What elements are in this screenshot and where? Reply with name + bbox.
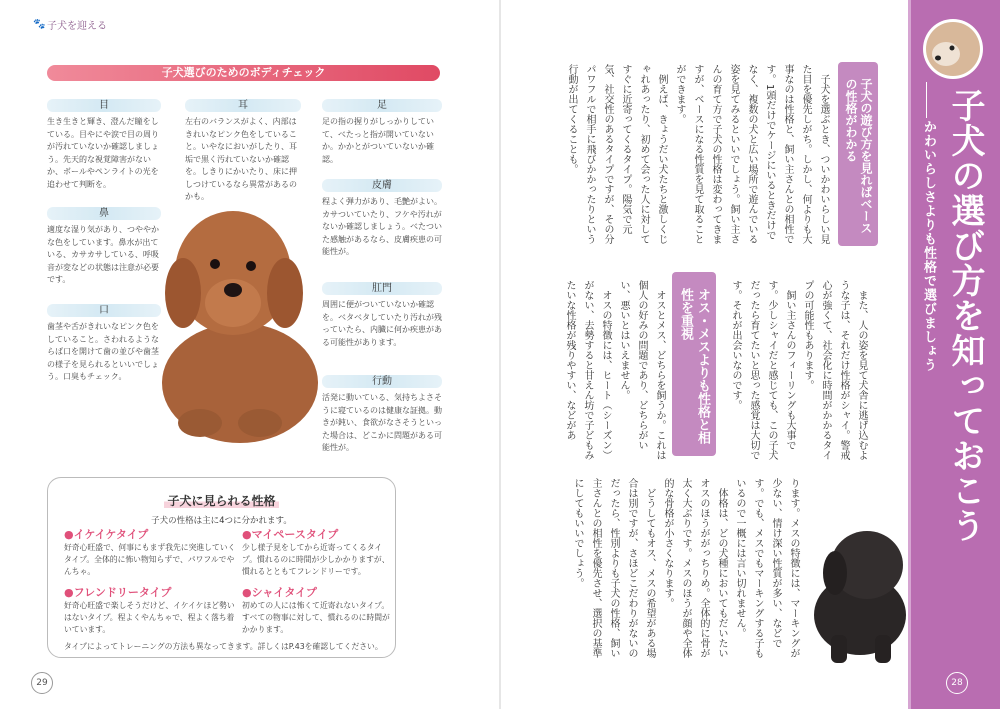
page-spine: [499, 0, 501, 709]
section-label: 鼻: [47, 207, 161, 220]
section-text: 周囲に便がついていないか確認を。ベタベタしていたり汚れが残っていたら、内臓に何か疾患がある可能性があります。: [322, 300, 442, 347]
page-number-left: 29: [31, 672, 53, 694]
check-section-ear: [185, 99, 301, 204]
page-subtitle: かわいらしさよりも性格で選びましょう: [921, 120, 936, 372]
poodle-avatar-photo: [922, 18, 984, 80]
check-section-eye: [47, 99, 161, 191]
type-friendly: [64, 586, 236, 636]
check-section-skin: [322, 179, 442, 259]
section-text: 左右のバランスがよく、内部はきれいなピンク色をしていること。いやなにおいがしたり、耳垢で黒く汚れていないか確認を。しきりにかいたり、床に押しつけているなら異常があるのかも。: [185, 117, 297, 201]
check-section-anus: [322, 282, 442, 349]
paragraph: オスとメス、どちらを飼うか。これは個人の好みの問題であり、どちらがいい、悪いとはいえません。: [618, 280, 665, 460]
check-section-behavior: [322, 375, 442, 455]
page-number-right: 28: [946, 672, 968, 694]
paragraph: 例えば、きょうだい犬たちと激しくじゃれあったり、初めて会った人に対してすぐに近寄ってくるタイプ。陽気で元気、社交性のあるタイプですが、その分パワフルで相手に飛びかかったりという行動が出てくることも。: [566, 64, 667, 244]
section-label: 皮膚: [322, 179, 442, 192]
personality-subtitle: 子犬の性格は主に4つに分かれます。: [151, 516, 292, 526]
paragraph: また、人の姿を見て犬舎に逃げ込むような子は、それだけ性格がシャイ。警戒心が強くて、社会化に時間がかかるタイプの可能性もあります。: [802, 280, 867, 460]
paragraph: どうしてもオス、メスの希望がある場合は別ですが、さほどこだわりがないのだったら、性別よりも子犬の性格、飼い主さんとの相性を優先させ、選択の基準にしてもいいでしょう。: [572, 478, 655, 658]
type-shy: [242, 586, 394, 636]
paw-icon: 🐾: [33, 18, 46, 30]
section-text: 生き生きと輝き、澄んだ瞳をしている。目やにや涙で目の周りが汚れていないか確認しましょう。先天的な視覚障害がないか、ボールやペンライトの光を追わせて判断を。: [47, 117, 159, 189]
section-text: 適度な湿り気があり、つややかな色をしています。鼻水が出ている、カサカサしている、呼吸音が変などの状態は注意が必要です。: [47, 225, 159, 284]
section-text: 活発に動いている、気持ちよさそうに寝ているのは健康な証拠。動きが鈍い、食欲がなさそうといった場合は、どこかに問題がある可能性が。: [322, 393, 442, 452]
type-name: ●シャイタイプ: [242, 586, 317, 599]
paragraph: 子犬を選ぶとき、ついかわいらしい見た目を優先しがち。しかし、何よりも大事なのは性格と、飼い主さんとの相性です。1頭だけでケージにいるときだけでなく、複数の犬と広い場所で遊んでいる姿を見てみるといいでしょう。飼い主さんの育て方で子犬の性格は変わってきますが、ベースになる性質を見て取ることができます。: [674, 64, 829, 244]
type-mypace: [242, 528, 394, 578]
type-ikeike: [64, 528, 236, 578]
section-label: 耳: [185, 99, 301, 112]
body-block-a: [540, 64, 832, 244]
paragraph: 体格は、どの犬種においてもだいたいオスのほうががっちりめ。全体的に骨が太く大ぶりです。メスのほうが顔や全体的な骨格が小さくなります。: [662, 478, 727, 658]
section-label: 肛門: [322, 282, 442, 295]
check-section-mouth: [47, 304, 161, 384]
body-block-b: [720, 280, 870, 462]
check-section-nose: [47, 207, 161, 287]
type-desc: 初めての人には怖くて近寄れないタイプ。すべての物事に対して、慣れるのに時間がかかります。: [242, 601, 390, 634]
paragraph: オスの特徴には、ヒート（シーズン）がない、去勢すると甘えん坊で子どもみたいな性格が残りやすい、などがあ: [564, 280, 611, 460]
heading-sex-vs-personality: オス・メスよりも性格と相性を重視: [672, 272, 716, 456]
body-block-d: [540, 478, 802, 662]
personality-note: タイプによってトレーニングの方法も異なってきます。詳しくはP.43を確認してください。: [64, 642, 383, 651]
type-desc: 好奇心旺盛で、何事にもまず我先に突進していくタイプ。全体的に怖い物知らずで、パワフルでやんちゃ。: [64, 543, 236, 576]
paragraph: ります。メスの特徴には、マーキングが少ない、情け深い性質が多い、などです。でも、メスでもマーキングする子もいるので一概には言い切れません。: [734, 478, 799, 658]
section-label: 目: [47, 99, 161, 112]
body-block-c: [540, 280, 668, 462]
heading-play-style: 子犬の遊び方を見ればベースの性格がわかる: [838, 62, 878, 246]
black-poodle-photo: [805, 525, 910, 665]
check-section-foot: [322, 99, 442, 166]
running-head: [33, 17, 107, 32]
personality-box: [47, 477, 396, 658]
type-desc: 少し様子見をしてから近寄ってくるタイプ。慣れるのに時間が少しかかりますが、慣れるとともてフレンドリーです。: [242, 543, 390, 576]
poodle-puppy-photo: [145, 198, 320, 443]
running-head-text: 子犬を迎える: [47, 21, 107, 32]
type-name: ●イケイケタイプ: [64, 528, 149, 541]
paragraph: 飼い主さんのフィーリングも大事です。少しシャイだと感じても、この子犬だったら育てたいと思った感覚は大切です。それが出会いなのです。: [730, 280, 795, 460]
section-text: 足の指の握りがしっかりしていて、べたっと指が開いていないか。かかとがついていないか確認。: [322, 117, 434, 164]
page-title: 子犬の選び方を知っておこう: [945, 88, 985, 543]
type-desc: 好奇心旺盛で楽しそうだけど、イケイケほど勢いはないタイプ。程よくやんちゃで、程よく落ち着いています。: [64, 601, 235, 634]
personality-title: 子犬に見られる性格: [48, 492, 395, 509]
section-label: 足: [322, 99, 442, 112]
arrow-line-icon: [926, 82, 927, 118]
type-name: ●フレンドリータイプ: [64, 586, 172, 599]
type-name: ●マイペースタイプ: [242, 528, 339, 541]
section-text: 歯茎や舌がきれいなピンク色をしていること。さわれるようならば口を開けて歯の並びや歯茎の様子を見られるといいでしょう。口臭もチェック。: [47, 322, 159, 381]
section-label: 行動: [322, 375, 442, 388]
body-check-title: 子犬選びのためのボディチェック: [47, 65, 440, 81]
section-text: 程よく弾力があり、毛艶がよい。カサついていたり、フケや汚れがないか確認しましょう。べたついた感触があるなら、皮膚疾患の可能性が。: [322, 197, 442, 256]
section-label: 口: [47, 304, 161, 317]
